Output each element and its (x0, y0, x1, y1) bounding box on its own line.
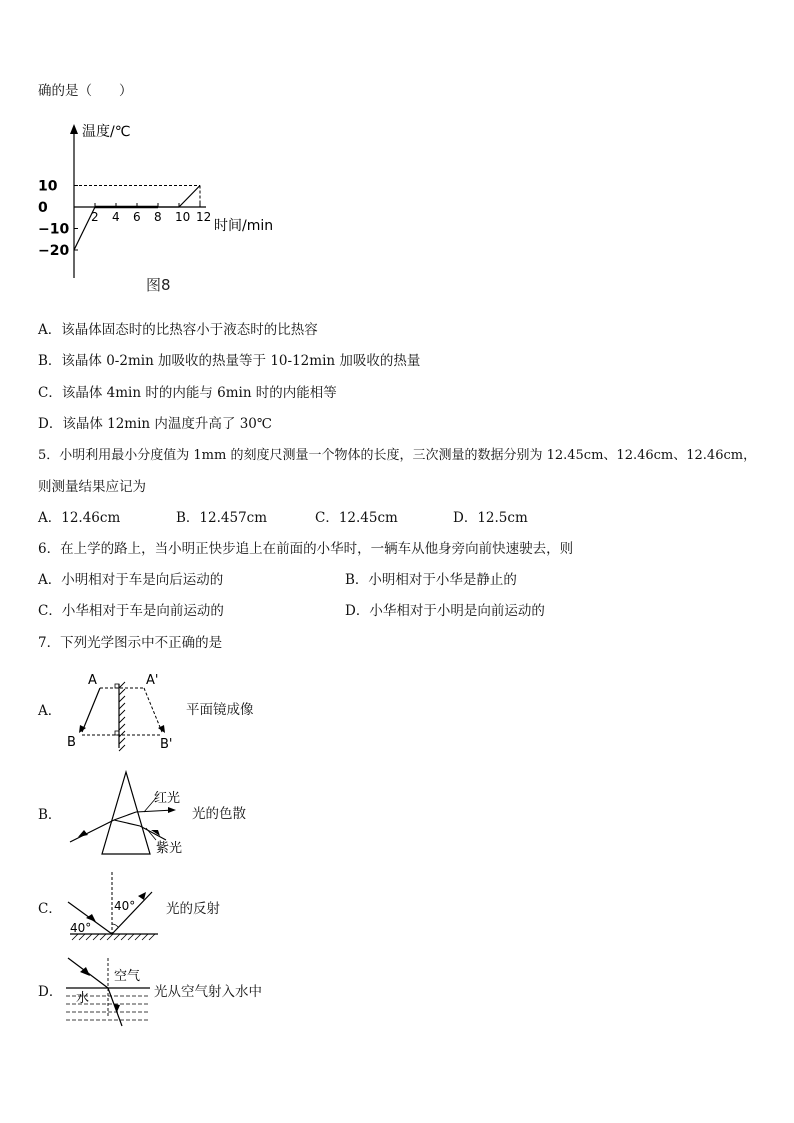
y-axis-label: 温度/℃ (82, 124, 131, 140)
q5-option-b: B．12.457cm (176, 510, 268, 526)
q5-option-c: C．12.45cm (315, 510, 398, 526)
violet-light-label: 紫光 (156, 841, 183, 856)
x-axis-label: 时间/min (214, 218, 274, 234)
water-label: 水 (76, 991, 90, 1006)
q7-option-b-letter: B． (38, 807, 62, 823)
q7-option-b-caption: 光的色散 (192, 806, 246, 822)
y-tick-label: −20 (38, 243, 70, 259)
red-light-label: 红光 (154, 791, 181, 806)
y-tick-label: −10 (38, 221, 70, 238)
point-a-prime-label: A' (146, 673, 159, 688)
q4-option-a: A．该晶体固态时的比热容小于液态时的比热容 (38, 322, 318, 338)
x-tick-label: 12 (196, 210, 212, 224)
q7-option-c-caption: 光的反射 (166, 901, 220, 917)
q5-option-d: D．12.5cm (453, 510, 528, 526)
point-b-label: B (67, 735, 76, 750)
q7-option-d-caption: 光从空气射入水中 (154, 984, 262, 1000)
x-tick-label: 8 (154, 210, 162, 224)
question-stem-tail: 确的是（ ） (38, 83, 133, 99)
q5-option-a: A．12.46cm (38, 510, 121, 526)
q6-option-a: A．小明相对于车是向后运动的 (38, 572, 224, 588)
y-tick-label: 10 (38, 178, 58, 195)
chart-ticks (38, 179, 211, 260)
angle-top-label: 40° (114, 899, 136, 913)
series-segment (179, 186, 200, 208)
angle-bottom-label: 40° (70, 921, 92, 935)
prism-dispersion-diagram (64, 768, 204, 860)
point-b-prime-label: B' (160, 737, 173, 752)
reflection-diagram (62, 868, 162, 944)
y-tick-label: 0 (38, 200, 48, 216)
q7-option-c-letter: C． (38, 901, 62, 917)
x-tick-label: 6 (133, 210, 141, 224)
x-tick-label: 10 (175, 210, 191, 224)
q4-option-d: D．该晶体 12min 内温度升高了 30℃ (38, 416, 272, 432)
q5-stem-line2: 则测量结果应记为 (38, 479, 146, 495)
figure-caption: 图8 (146, 276, 171, 294)
q4-option-c: C．该晶体 4min 时的内能与 6min 时的内能相等 (38, 385, 337, 401)
q6-option-b: B．小明相对于小华是静止的 (345, 572, 517, 588)
q7-option-a-letter: A． (38, 703, 62, 719)
plane-mirror-diagram (62, 668, 182, 754)
q4-option-b: B．该晶体 0-2min 加吸收的热量等于 10-12min 加吸收的热量 (38, 353, 421, 369)
refraction-diagram (62, 954, 154, 1030)
q7-option-a-caption: 平面镜成像 (186, 702, 254, 718)
temperature-time-chart (36, 118, 296, 298)
q7-option-d-letter: D． (38, 984, 63, 1000)
air-label: 空气 (114, 969, 141, 984)
q5-stem-line1: 5．小明利用最小分度值为 1mm 的刻度尺测量一个物体的长度，三次测量的数据分别为 12.45cm、12.46cm、12.46cm， (38, 448, 757, 463)
x-tick-label: 2 (91, 210, 99, 224)
y-axis-arrow (70, 124, 78, 134)
point-a-label: A (88, 673, 97, 688)
q7-stem: 7．下列光学图示中不正确的是 (38, 635, 223, 651)
q6-option-c: C．小华相对于车是向前运动的 (38, 603, 224, 619)
q6-stem: 6．在上学的路上，当小明正快步追上在前面的小华时，一辆车从他身旁向前快速驶去，则 (38, 541, 574, 557)
chart-svg (36, 118, 296, 298)
x-tick-label: 4 (112, 210, 120, 224)
q6-option-d: D．小华相对于小明是向前运动的 (345, 603, 545, 619)
